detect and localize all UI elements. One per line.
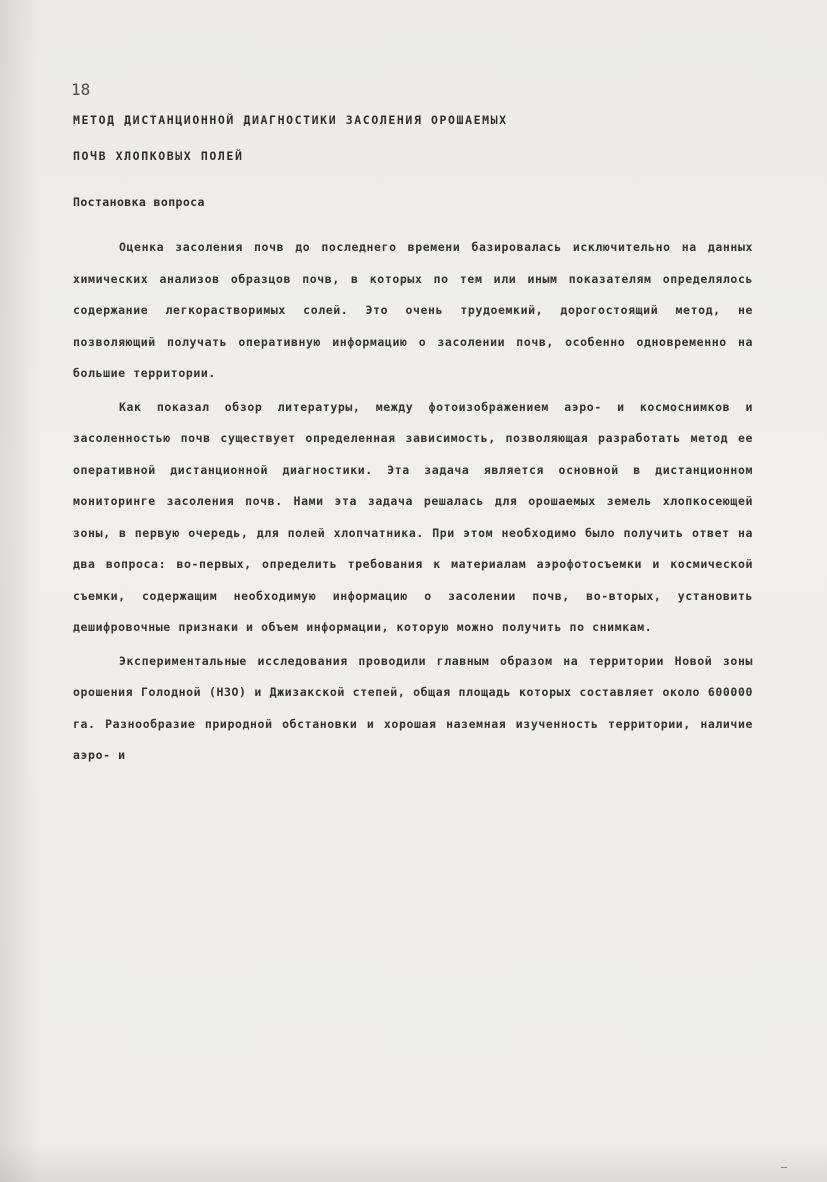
page-content (73, 80, 753, 772)
scan-corner-mark (781, 1167, 787, 1168)
page-title (73, 102, 753, 174)
section-heading: Постановка вопроса (73, 195, 205, 209)
title-line-2: ПОЧВ ХЛОПКОВЫХ ПОЛЕЙ (73, 149, 244, 163)
paragraph-2: Как показал обзор литературы, между фотоизображением аэро- и космоснимков и засоленностью почв существует определенная зависимость, позволяющая разработать метод ее оперативной дистанционной диагностики. Эта задача является основной в дистанционном мониторинге засоления почв. Нами эта задача решалась для орошаемых земель хлопкосеющей зоны, в первую очередь, для полей хлопчатника. При этом необходимо было получить ответ на два вопроса: во-первых, определить требования к материалам аэрофотосъемки и космической съемки, содержащим необходимую информацию о засолении почв, во-вторых, установить дешифровочные признаки и объем информации, которую можно получить по снимкам. (73, 399, 753, 634)
title-line-1: МЕТОД ДИСТАНЦИОННОЙ ДИАГНОСТИКИ ЗАСОЛЕНИЯ ОРОШАЕМЫХ (73, 113, 508, 127)
page-number: 18 (71, 80, 91, 99)
paragraph-1: Оценка засоления почв до последнего времени базировалась исключительно на данных химических анализов образцов почв, в которых по тем или иным показателям определялось содержание легкорастворимых солей. Это очень трудоемкий, дорогостоящий метод, не позволяющий получать оперативную информацию о засолении почв, особенно одновременно на большие территории. (73, 240, 753, 380)
scan-shadow-bottom (0, 1142, 827, 1182)
scan-shadow-left (0, 0, 40, 1182)
paragraph-3: Экспериментальные исследования проводили главным образом на территории Новой зоны орошения Голодной (НЗО) и Джизакской степей, общая площадь которых составляет около 600000 га. Разнообразие природной обстановки и хорошая наземная изученность территории, наличие аэро- и (73, 653, 753, 762)
